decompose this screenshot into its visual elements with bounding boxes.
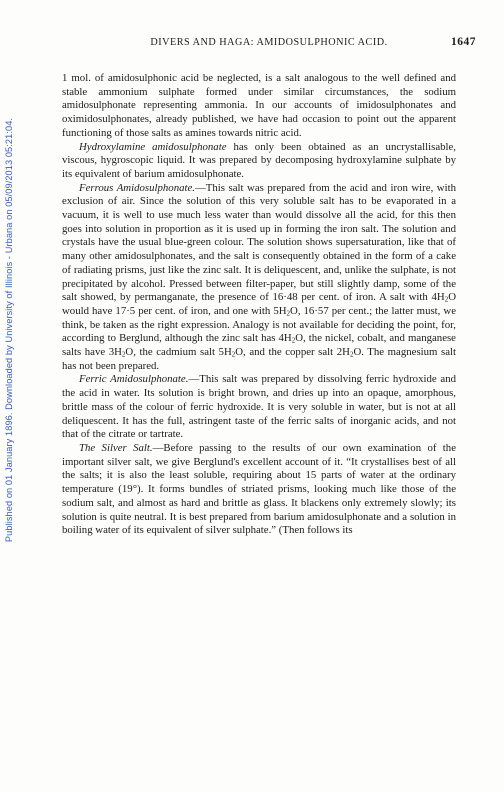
italic-run: Ferrous Amidosulphonate.: [79, 181, 195, 194]
subscript: 2: [444, 295, 449, 304]
italic-run: The Silver Salt.: [79, 441, 153, 454]
page-header: [62, 37, 476, 51]
text-run: has only been obtained as an uncrystallisable, viscous, hygroscopic liquid. It was prepared by decomposing hydroxylamine sulphate by its equivalent of barium amidosulphonate.: [62, 140, 457, 180]
text-run: —This salt was prepared by dissolving ferric hydroxide and the acid in water. Its solution is bright brown, and dries up into an opaque, amorphous, brittle mass of the colour of ferric hydroxide. It is very soluble in water, but is not at all deliquescent. It has the full, astringent taste of the ferric salts of inorganic acids, and not that of the citrate or tartrate.: [62, 373, 457, 441]
paragraph: [62, 373, 456, 442]
subscript: 2: [231, 350, 236, 359]
subscript: 2: [291, 336, 296, 345]
text-run: O, the nickel, cobalt, and manganese salts have 3H: [62, 332, 456, 359]
paragraph: [62, 141, 456, 182]
subscript: 2: [121, 350, 126, 359]
text-run: O, 16·57 per cent.; the latter must, we think, be taken as the right expression. Analogy is not available for deciding the point, for, according to Berglund, although the zinc salt has 4H: [62, 304, 456, 345]
download-notice: Published on 01 January 1896. Downloaded by University of Illinois - Urbana on 05/09/2013 05:21:04.: [4, 117, 14, 543]
paragraph: [62, 72, 456, 141]
text-run: O, the cadmium salt 5H: [125, 346, 232, 359]
body-text: [62, 72, 456, 538]
text-run: O. The magnesium salt has not been prepared.: [62, 346, 456, 372]
running-title: DIVERS AND HAGA: AMIDOSULPHONIC ACID.: [150, 37, 388, 48]
subscript: 2: [349, 350, 354, 359]
page-number: 1647: [451, 36, 476, 48]
text-run: —Before passing to the results of our own examination of the important silver salt, we give Berglund's excellent account of it. “It crystallises best of all the salts; it is also the least soluble, requiring about 15 parts of water at the ordinary temperature (19°). It forms bundles of striated prisms, looking much like those of the sodium salt, and almost as hard and brittle as glass. It blackens only extremely slowly; its solution is quite neutral. It is best prepared from barium amidosulphonate and a solution in boiling water of its equivalent of silver sulphate.” (Then follows its: [62, 441, 456, 537]
text-run: —This salt was prepared from the acid and iron wire, with exclusion of air. Since the solution of this very soluble salt has to be evaporated in a vacuum, it is well to use much less water than would dissolve all the acid, for this then goes into solution in proportion as it is used up in forming the iron salt. The solution and crystals have the usual blue-green colour. The solution shows supersaturation, like that of many other amidosulphonates, and the salt is consequently obtained in the form of a cake of radiating prisms, just like the zinc salt. It is deliquescent, and, unlike the sulphate, is not precipitated by alcohol. Pressed between filter-paper, but still slightly damp, some of the salt showed, by permanganate, the presence of 16·48 per cent. of iron. A salt with 4H: [62, 181, 456, 304]
download-watermark: [2, 30, 16, 630]
text-run: 1 mol. of amidosulphonic acid be neglected, is a salt analogous to the well defined and stable ammonium sulphate formed under similar circumstances, the sodium amidosulphonate representing ammonia. In our accounts of imidosulphonates and oximidosulphonates, already published, we have had occasion to point out the apparent functioning of those salts as amines towards nitric acid.: [62, 72, 456, 139]
text-run: O would have 17·5 per cent. of iron, and one with 5H: [62, 291, 456, 317]
text-run: O, and the copper salt 2H: [235, 346, 350, 359]
paragraph: [62, 442, 456, 538]
italic-run: Hydroxylamine amidosulphonate: [79, 140, 227, 153]
italic-run: Ferric Amidosulphonate.: [79, 373, 189, 386]
subscript: 2: [286, 309, 291, 318]
paragraph: [62, 182, 456, 374]
